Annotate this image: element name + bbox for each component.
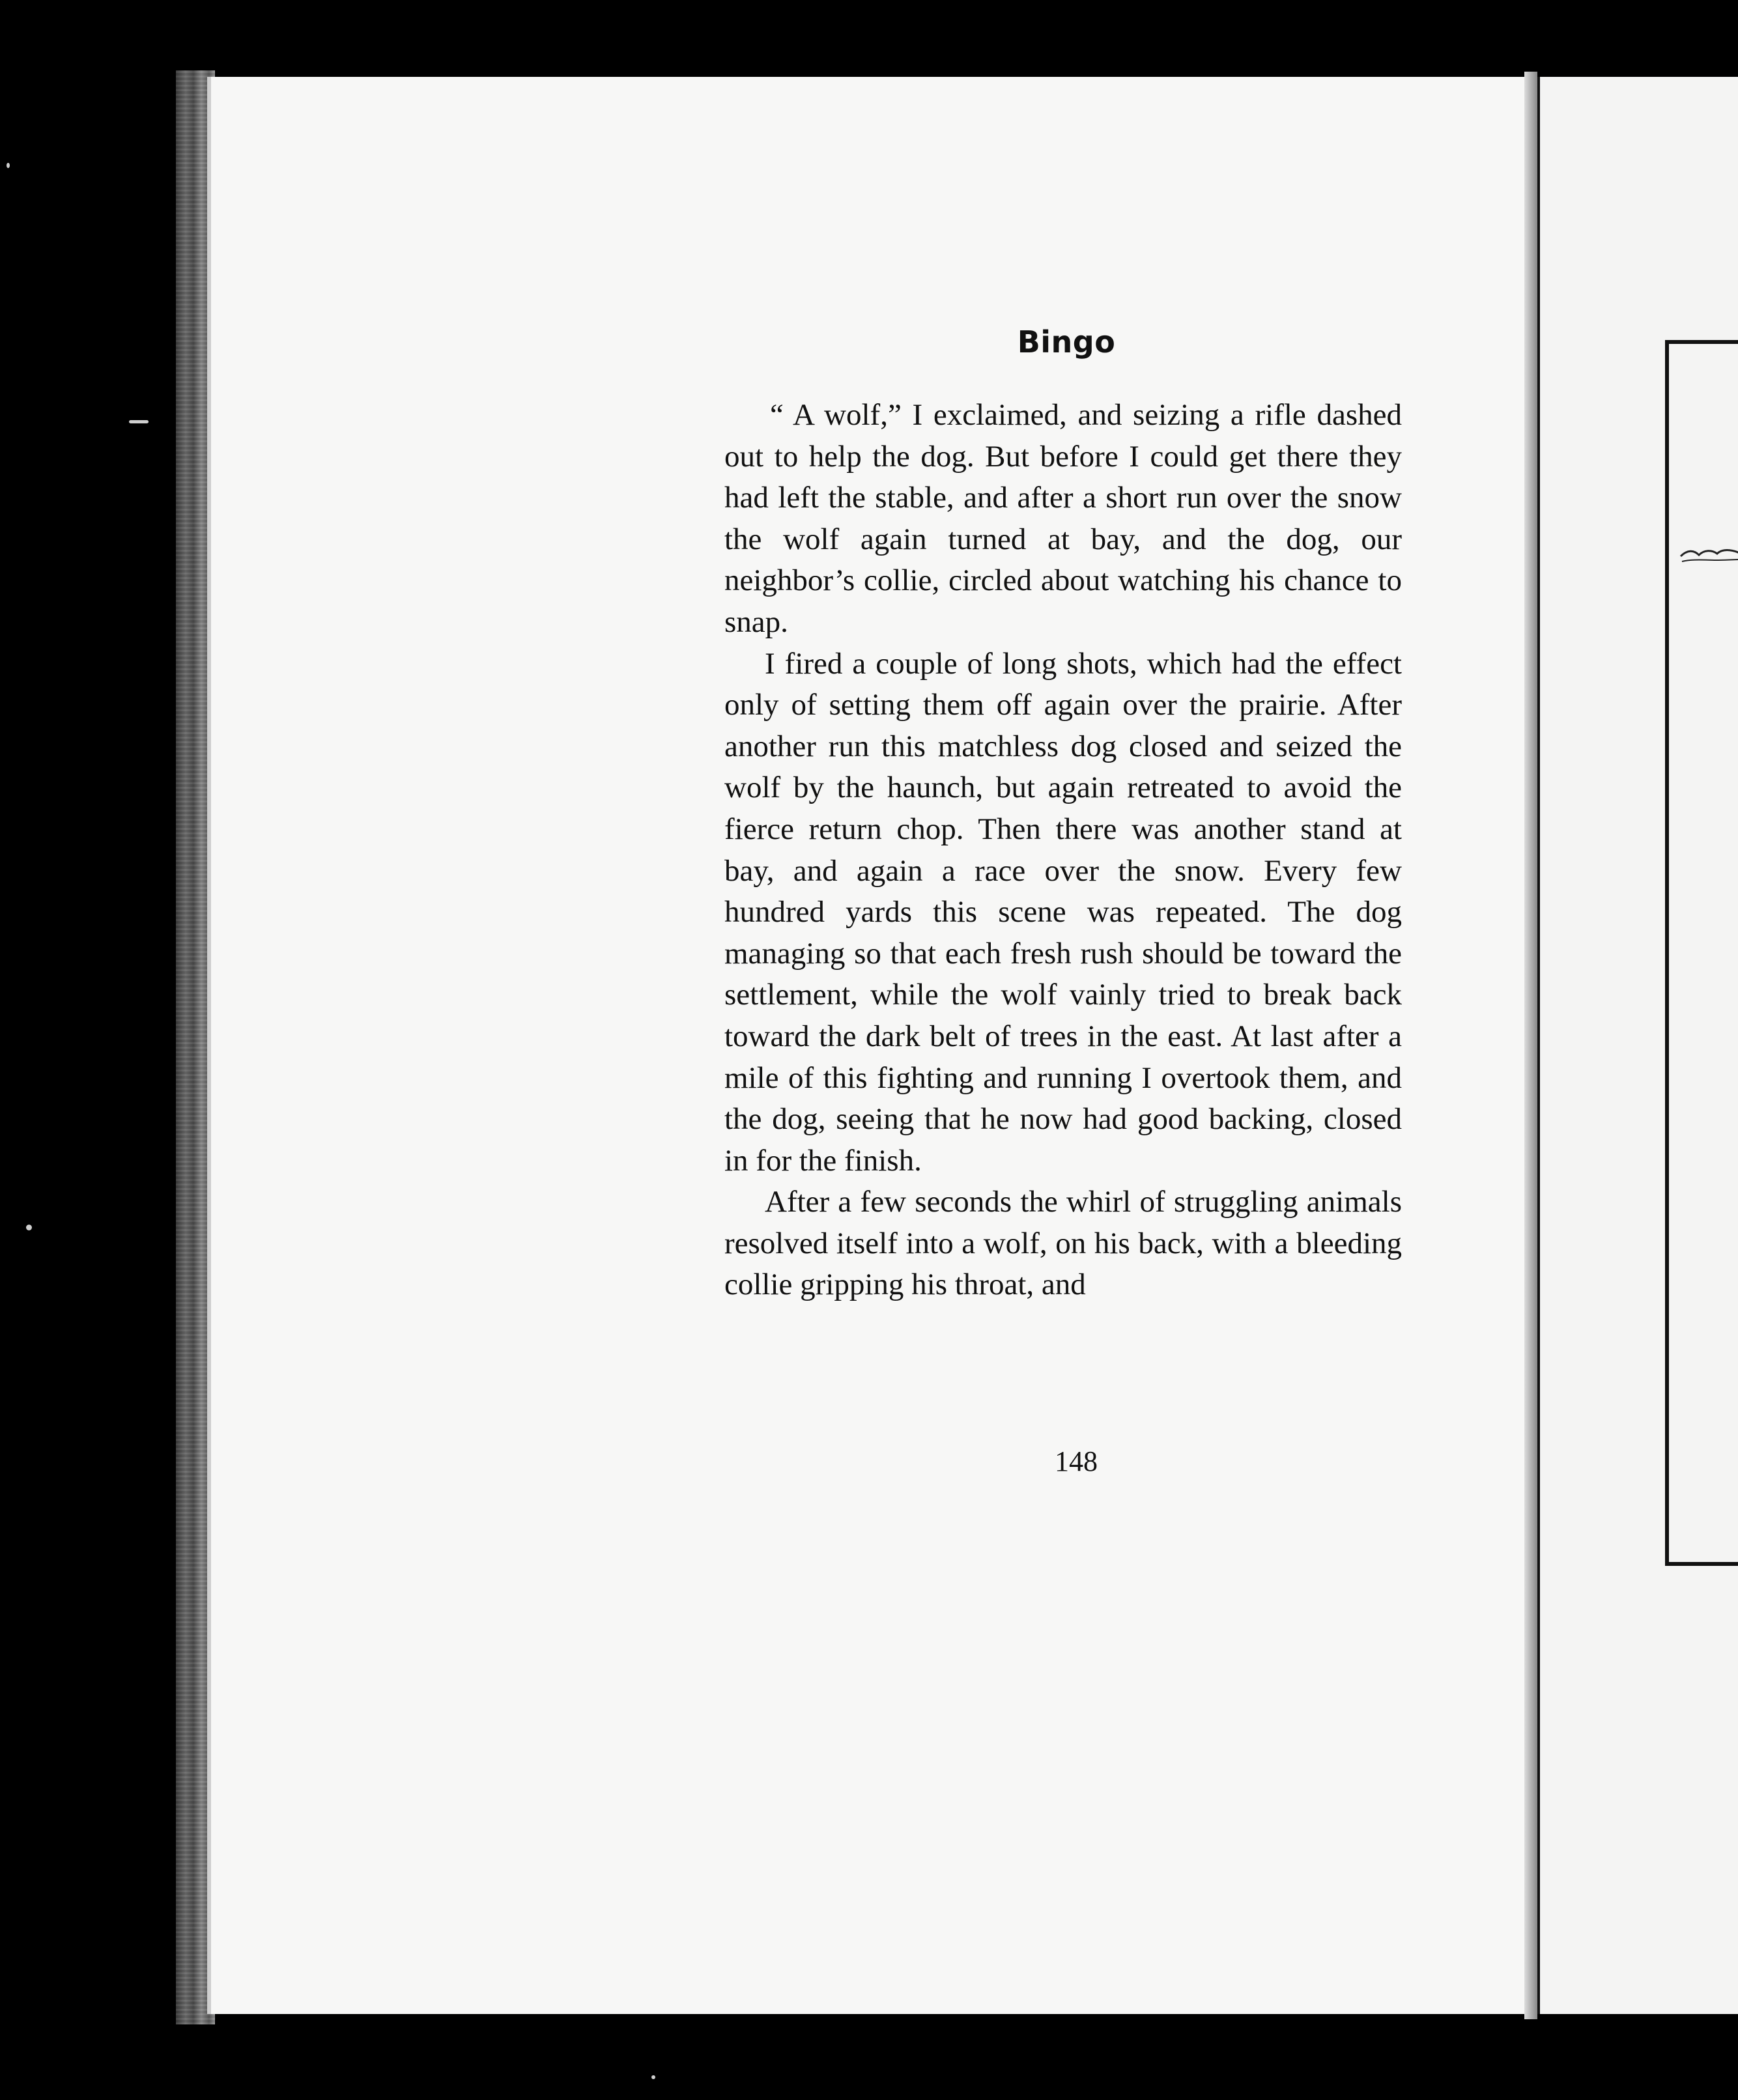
paragraph: After a few seconds the whirl of struggling animals resolved itself into a wolf, on his back, with a bleeding collie gripping his throat, and (724, 1185, 1402, 1302)
illustration-frame (1665, 340, 1738, 1566)
page-text-block (724, 324, 1402, 1306)
running-head: Bingo (1017, 324, 1116, 360)
paragraph: I fired a couple of long shots, which had the effect only of setting them off again over the prairie. After another run this matchless dog closed and seized the wolf by the haunch, but again retreated to avoid the fierce return chop. Then there was another stand at bay, and again a race over the snow. Every few hundred yards this scene was repeated. The dog managing so that each fresh rush should be toward the settlement, while the wolf vainly tried to break back toward the dark belt of trees in the east. At last after a mile of this fighting and running I overtook them, and the dog, seeing that he now had good backing, closed in for the finish. (724, 646, 1402, 1178)
page-number: 148 (1055, 1445, 1098, 1477)
scan-speck (651, 2075, 655, 2079)
scan-speck (26, 1225, 32, 1230)
book-gutter (1524, 72, 1537, 2019)
scan-speck (129, 420, 149, 423)
scan-speck (7, 163, 10, 168)
illustration-sketch-fragment (1679, 542, 1738, 568)
paragraph: “ A wolf,” I exclaimed, and seizing a rifle dashed out to help the dog. But before I could get there they had left the stable, and after a short run over the snow the wolf again turned at bay, and the dog, our neighbor’s collie, circled about watching his chance to snap. (724, 398, 1402, 639)
